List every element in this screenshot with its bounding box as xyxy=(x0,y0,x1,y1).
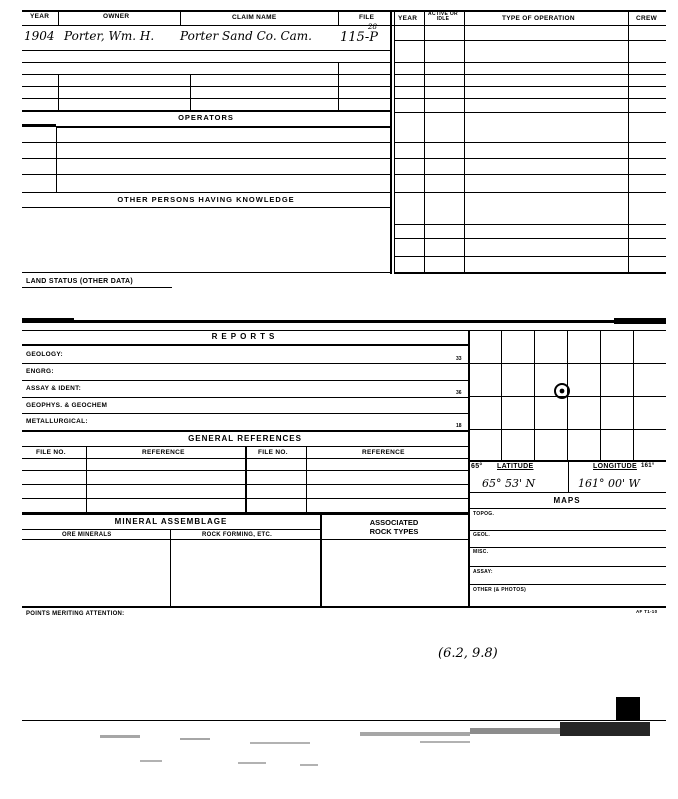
header-type-of-operation: TYPE OF OPERATION xyxy=(502,15,575,22)
ref-col-file-no-1: FILE NO. xyxy=(36,449,66,456)
longitude-suffix: 161° xyxy=(641,463,655,469)
col-rock-forming: ROCK FORMING, ETC. xyxy=(202,532,273,538)
latitude-label: LATITUDE xyxy=(497,463,534,470)
header-crew: CREW xyxy=(636,15,658,22)
entry-file-mark: 28 xyxy=(368,23,377,31)
entry-owner: Porter, Wm. H. xyxy=(64,29,155,43)
location-marker-icon xyxy=(553,382,571,400)
latitude-value: 65° 53' N xyxy=(482,477,536,490)
reports-title: REPORTS xyxy=(211,332,279,341)
mineral-assemblage-title: MINERAL ASSEMBLAGE xyxy=(114,517,228,526)
report-geology-number: 33 xyxy=(456,356,462,362)
other-persons-title: OTHER PERSONS HAVING KNOWLEDGE xyxy=(117,195,295,204)
header-year: YEAR xyxy=(30,13,50,20)
header-file: FILE xyxy=(359,14,375,21)
header-claim-name: CLAIM NAME xyxy=(232,14,277,21)
ref-col-reference-1: REFERENCE xyxy=(142,449,185,456)
report-geology: GEOLOGY: xyxy=(26,351,63,358)
report-geophys: GEOPHYS. & GEOCHEM xyxy=(26,402,108,409)
maps-assay: ASSAY: xyxy=(473,569,493,575)
maps-other: OTHER (& PHOTOS) xyxy=(473,587,527,593)
longitude-value: 161° 00' W xyxy=(578,477,640,490)
latitude-prefix: 65° xyxy=(471,463,483,470)
report-metallurgical: METALLURGICAL: xyxy=(26,418,88,425)
longitude-label: LONGITUDE xyxy=(593,463,637,470)
header-active-or-idle: ACTIVE OR IDLE xyxy=(428,11,458,22)
col-ore-minerals: ORE MINERALS xyxy=(62,532,112,538)
report-engrg: ENGRG: xyxy=(26,368,54,375)
header-owner: OWNER xyxy=(103,13,130,20)
general-references-title: GENERAL REFERENCES xyxy=(188,434,302,443)
operators-title: OPERATORS xyxy=(178,113,234,122)
maps-title: MAPS xyxy=(553,496,581,505)
section-divider xyxy=(22,320,666,323)
report-assay-number: 36 xyxy=(456,390,462,396)
entry-file-number: 115-P xyxy=(340,30,378,45)
report-assay: ASSAY & IDENT: xyxy=(26,385,82,392)
header-year-right: YEAR xyxy=(398,15,418,22)
land-status-label: LAND STATUS (OTHER DATA) xyxy=(26,278,134,285)
form-code: AF T1-10 xyxy=(636,609,658,614)
ref-col-reference-2: REFERENCE xyxy=(362,449,405,456)
maps-geol: GEOL. xyxy=(473,532,491,538)
associated-rock-types: ASSOCIATED ROCK TYPES xyxy=(369,518,419,536)
ref-col-file-no-2: FILE NO. xyxy=(258,449,288,456)
points-meriting-attention: POINTS MERITING ATTENTION: xyxy=(26,611,125,617)
maps-misc: MISC. xyxy=(473,549,489,555)
report-metallurgical-number: 18 xyxy=(456,423,462,429)
entry-year: 1904 xyxy=(24,29,55,43)
entry-claim-name: Porter Sand Co. Cam. xyxy=(180,29,312,43)
coordinate-annotation: (6.2, 9.8) xyxy=(438,646,498,661)
maps-topog: TOPOG. xyxy=(473,511,495,517)
